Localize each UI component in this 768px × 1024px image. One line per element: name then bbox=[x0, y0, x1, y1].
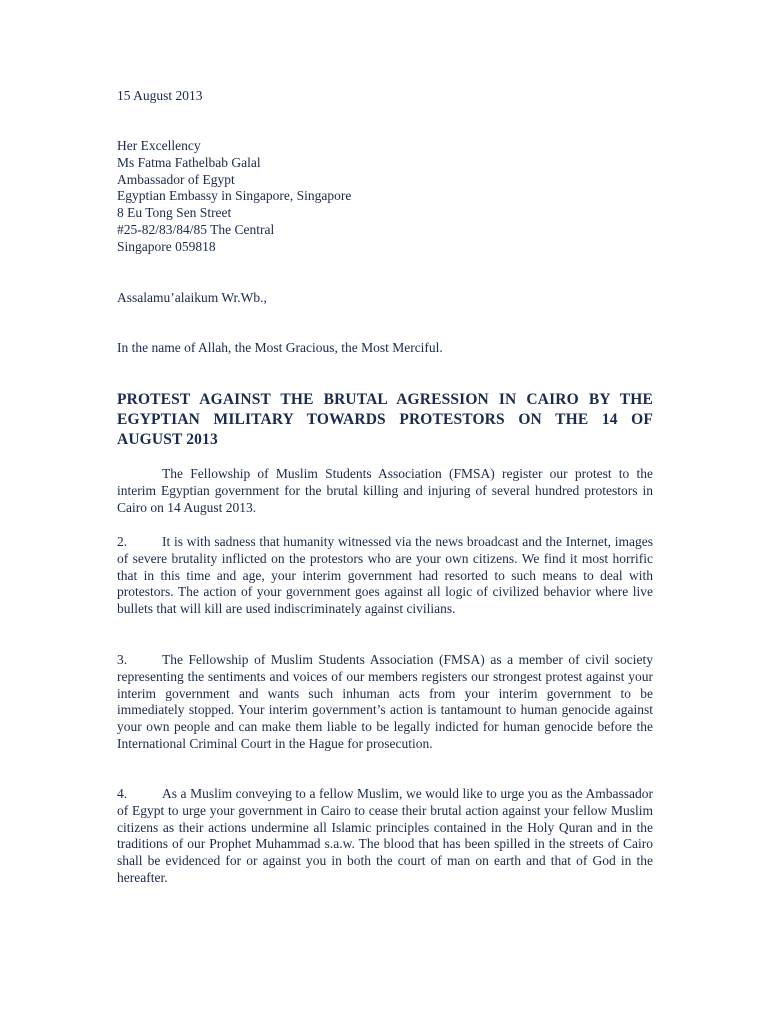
recipient-name: Ms Fatma Fathelbab Galal bbox=[117, 154, 261, 170]
paragraph-4-number: 4. bbox=[117, 786, 128, 801]
paragraph-3 bbox=[117, 652, 653, 753]
recipient-position: Ambassador of Egypt bbox=[117, 171, 235, 187]
recipient-address bbox=[117, 138, 351, 256]
paragraph-4 bbox=[117, 786, 653, 887]
paragraph-4-text: As a Muslim conveying to a fellow Muslim, we would like to urge you as the Ambassador of Egypt to urge your government in Cairo to cease their brutal action against your fellow Muslim citizens as their actions undermine all Islamic principles contained in the Holy Quran and in the traditions of our Prophet Muhammad s.a.w. The blood that has been spilled in the streets of Cairo shall be evidenced for or against you in both the court of man on earth and that of God in the hereafter. bbox=[117, 786, 653, 885]
paragraph-1 bbox=[117, 466, 653, 516]
paragraph-1-text: The Fellowship of Muslim Students Association (FMSA) register our protest to the interim Egyptian government for the brutal killing and injuring of several hundred protestors in Cairo on 14 August 2013. bbox=[117, 466, 653, 515]
paragraph-3-text: The Fellowship of Muslim Students Association (FMSA) as a member of civil society representing the sentiments and voices of our members registers our strongest protest against your interim government and wants such inhuman acts from your interim government to be immediately stopped. Your interim government’s action is tantamount to human genocide against your own people and can make them liable to be legally indicted for human genocide before the International Criminal Court in the Hague for prosecution. bbox=[117, 652, 653, 751]
recipient-street: 8 Eu Tong Sen Street bbox=[117, 205, 232, 221]
recipient-title: Her Excellency bbox=[117, 138, 201, 153]
letter-date: 15 August 2013 bbox=[117, 88, 203, 103]
invocation: In the name of Allah, the Most Gracious, the Most Merciful. bbox=[117, 340, 443, 355]
paragraph-3-number: 3. bbox=[117, 652, 128, 667]
recipient-postcode: Singapore 059818 bbox=[117, 238, 216, 254]
paragraph-2-number: 2. bbox=[117, 534, 128, 549]
letter-title: PROTEST AGAINST THE BRUTAL AGRESSION IN CAIRO BY THE EGYPTIAN MILITARY TOWARDS PROTESTORS ON THE 14 OF AUGUST 2013 bbox=[117, 391, 653, 448]
paragraph-2-text: It is with sadness that humanity witnessed via the news broadcast and the Internet, images of severe brutality inflicted on the protestors who are your own citizens. We find it most horrific that in this time and age, your interim government had resorted to such means to deal with protestors. The action of your government goes against all logic of civilized behavior where live bullets that will kill are used indiscriminately against civilians. bbox=[117, 534, 653, 617]
recipient-unit: #25-82/83/84/85 The Central bbox=[117, 221, 275, 237]
recipient-organization: Egyptian Embassy in Singapore, Singapore bbox=[117, 188, 352, 204]
paragraph-2 bbox=[117, 534, 653, 618]
salutation: Assalamu’alaikum Wr.Wb., bbox=[117, 290, 267, 305]
